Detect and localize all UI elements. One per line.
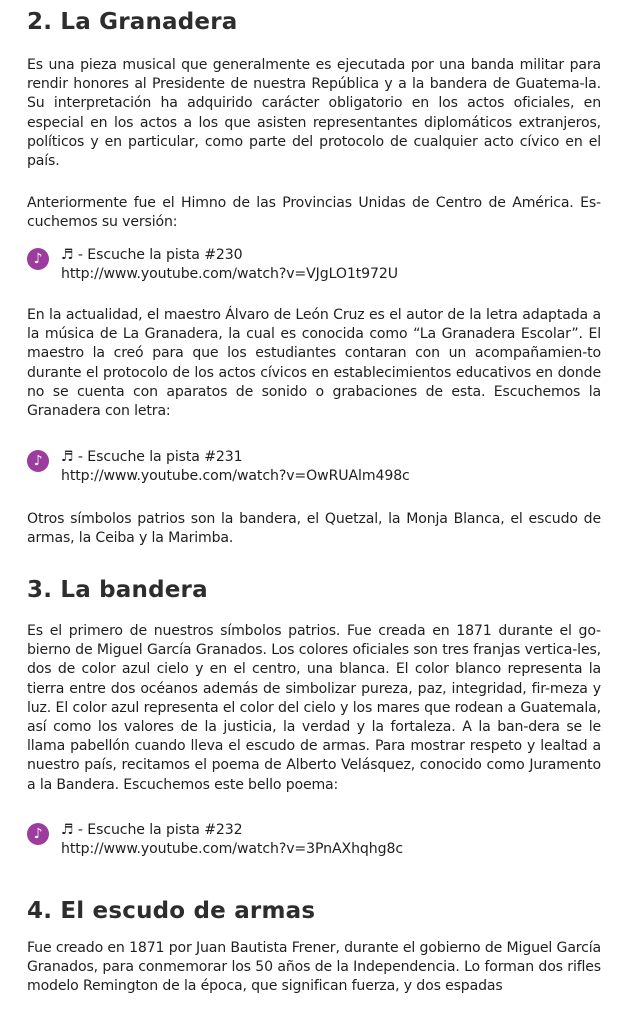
paragraph-escudo: Fue creado en 1871 por Juan Bautista Frener, durante el gobierno de Miguel García Granados, para conmemorar los 50 años de la Independencia. Lo forman dos rifles modelo Remington de la época, que significan fuerza, y dos espadas (27, 940, 601, 995)
section-title-escudo: 4. El escudo de armas (27, 898, 316, 924)
music-note-icon: ♪ (27, 450, 49, 472)
track-link[interactable]: http://www.youtube.com/watch?v=VJgLO1t972U (61, 266, 398, 283)
track-label: ♬ - Escuche la pista #231 (61, 449, 243, 465)
track-label: ♬ - Escuche la pista #230 (61, 247, 243, 263)
music-note-icon: ♪ (27, 248, 49, 270)
music-note-icon: ♪ (27, 823, 49, 845)
paragraph-granadera-escolar: En la actualidad, el maestro Álvaro de León Cruz es el autor de la letra adaptada a la música de La Granadera, la cual es conocida como “La Granadera Escolar”. El maestro la creó para que los estudiantes contaran con un acompañamien-to durante el protocolo de los actos cívicos en establecimientos educativos en donde no se cuenta con aparatos de sonido o grabaciones de esta. Escuchemos la Granadera con letra: (27, 307, 601, 420)
section-title-bandera: 3. La bandera (27, 577, 208, 603)
paragraph-otros-simbolos: Otros símbolos patrios son la bandera, el Quetzal, la Monja Blanca, el escudo de armas, la Ceiba y la Marimba. (27, 511, 601, 547)
paragraph-bandera: Es el primero de nuestros símbolos patrios. Fue creada en 1871 durante el go-bierno de Miguel García Granados. Los colores oficiales son tres franjas vertica-les, dos de color azul cielo y en el centro, una blanca. El color blanco representa la tierra entre dos océanos además de simbolizar pureza, paz, integridad, fir-meza y luz. El color azul representa el color del cielo y los mares que rodean a Guatemala, así como los valores de la justicia, la verdad y la fortaleza. A la ban-dera se le llama pabellón cuando lleva el escudo de armas. Para mostrar respeto y lealtad a nuestro país, recitamos el poema de Alberto Velásquez, conocido como Juramento a la Bandera. Escuchemos este bello poema: (27, 623, 601, 793)
paragraph-granadera-intro: Es una pieza musical que generalmente es ejecutada por una banda militar para rendir honores al Presidente de nuestra República y a la bandera de Guatema-la. Su interpretación ha adquirido carácter obligatorio en los actos oficiales, en especial en los actos a los que asisten representantes diplomáticos extranjeros, políticos y en particular, como parte del protocolo de cualquier acto cívico en el país. (27, 57, 601, 170)
track-231[interactable] (27, 448, 621, 487)
track-link[interactable]: http://www.youtube.com/watch?v=OwRUAlm498c (61, 468, 410, 485)
track-label: ♬ - Escuche la pista #232 (61, 822, 243, 838)
track-230[interactable] (27, 246, 621, 285)
track-232[interactable] (27, 821, 621, 860)
paragraph-granadera-himno: Anteriormente fue el Himno de las Provincias Unidas de Centro de América. Es-cuchemos su versión: (27, 195, 601, 231)
section-title-granadera: 2. La Granadera (27, 9, 238, 35)
track-link[interactable]: http://www.youtube.com/watch?v=3PnAXhqhg8c (61, 841, 403, 858)
